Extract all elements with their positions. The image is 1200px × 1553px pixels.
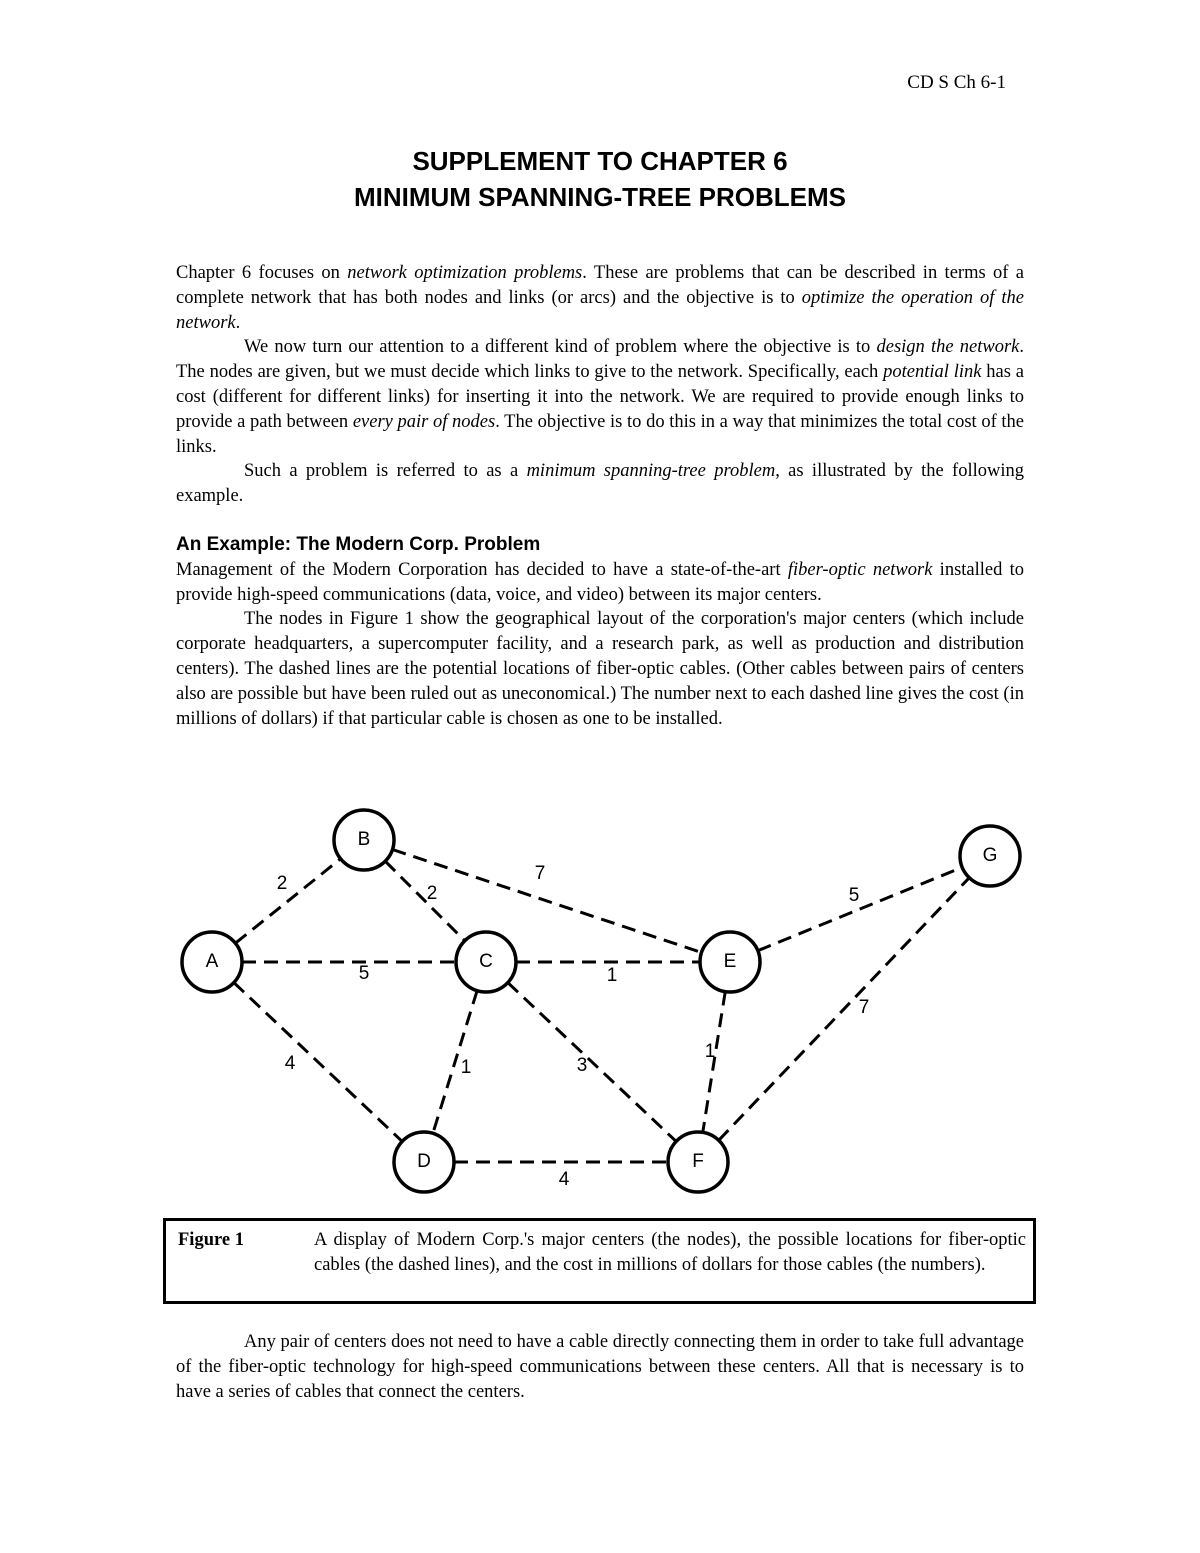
caption-label: Figure 1: [178, 1230, 244, 1250]
edge-a-d: [234, 983, 402, 1142]
node-label: F: [692, 1151, 704, 1173]
edge-cost-b-e: 7: [534, 863, 546, 885]
edge-cost-a-b: 2: [276, 873, 288, 895]
node-d: [394, 1132, 454, 1192]
closing-paragraph: Any pair of centers does not need to have a cable directly connecting them in order to take full advantage of the fiber-optic technology for high-speed communications between these centers. All that is necessary is to have a series of cables that connect the centers.: [176, 1332, 1024, 1402]
edge-cost-e-f: 1: [704, 1041, 716, 1063]
text-run: , as illustrated by the following example.: [176, 461, 1025, 507]
edge-cost-d-f: 4: [558, 1169, 570, 1191]
emphasis-text: potential link: [883, 362, 982, 383]
edge-a-b: [235, 859, 340, 943]
title-line-1: SUPPLEMENT TO CHAPTER 6: [412, 146, 788, 176]
example-paragraph-1: [176, 558, 1024, 608]
edge-labels-layer: [277, 863, 870, 1190]
edge-b-e: [392, 849, 701, 952]
node-e: [700, 932, 760, 992]
page-title: [0, 143, 1200, 215]
edge-b-c: [385, 861, 465, 941]
text-run: Management of the Modern Corporation has decided to have a state-of-the-art: [176, 559, 788, 580]
node-label: E: [723, 951, 737, 973]
intro-section: [176, 261, 1024, 731]
closing-section: [176, 1330, 1024, 1404]
text-run: We now turn our attention to a different kind of problem where the objective is to: [244, 337, 877, 358]
example-paragraph-2: [176, 607, 1024, 731]
intro-paragraph-1: [176, 261, 1024, 335]
intro-paragraph-3: [176, 459, 1024, 509]
edge-e-g: [758, 867, 962, 950]
node-f: [668, 1132, 728, 1192]
node-b: [334, 810, 394, 870]
nodes-layer: [182, 810, 1020, 1192]
edge-cost-c-d: 1: [460, 1057, 472, 1079]
text-run: installed to provide high-speed communications (data, voice, and video) between its major centers.: [176, 559, 1024, 605]
edge-c-f: [508, 983, 676, 1142]
text-run: . The nodes are given, but we must decide which links to give to the network. Specifically, each: [176, 337, 1024, 383]
emphasis-text: design the network: [876, 337, 1020, 358]
node-c: [456, 932, 516, 992]
edge-cost-a-c: 5: [358, 963, 370, 985]
edge-cost-b-c: 2: [426, 883, 438, 905]
text-run: Chapter 6 focuses on: [176, 263, 348, 283]
caption-text: A display of Modern Corp.'s major centers (the nodes), the possible locations for fiber-optic cables (the dashed lines), and the cost in millions of dollars for those cables (the numbers).: [314, 1230, 1026, 1275]
edge-cost-a-d: 4: [284, 1053, 296, 1075]
text-run: . These are problems that can be described in terms of a complete network that has both nodes and links (or arcs) and the objective is to: [176, 263, 1024, 308]
edge-cost-f-g: 7: [858, 997, 870, 1019]
edge-cost-c-f: 3: [576, 1055, 588, 1077]
node-label: C: [479, 951, 493, 973]
emphasis-text: minimum spanning-tree problem: [526, 461, 776, 482]
node-label: A: [205, 951, 219, 973]
emphasis-text: every pair of nodes: [352, 411, 496, 432]
intro-paragraph-2: [176, 335, 1024, 459]
edge-cost-c-e: 1: [606, 965, 618, 987]
page-number: CD S Ch 6-1: [907, 72, 1006, 93]
emphasis-text: optimize the operation of the network: [176, 287, 1024, 333]
figure-caption: [163, 1218, 1036, 1304]
node-g: [960, 826, 1020, 886]
title-line-2: MINIMUM SPANNING-TREE PROBLEMS: [353, 182, 847, 212]
emphasis-text: network optimization problems: [347, 263, 583, 283]
text-run: .: [235, 312, 241, 333]
node-label: G: [982, 845, 998, 867]
text-run: . The objective is to do this in a way that minimizes the total cost of the links.: [176, 411, 1024, 457]
text-run: Such a problem is referred to as a: [244, 461, 527, 482]
node-label: B: [357, 829, 371, 851]
text-run: has a cost (different for different links) for inserting it into the network. We are required to provide enough links to provide a path between: [176, 362, 1024, 432]
node-a: [182, 932, 242, 992]
text-run: The nodes in Figure 1 show the geographical layout of the corporation's major centers (which include corporate headquarters, a supercomputer facility, and a research park, as well as production and distribution centers). The dashed lines are the potential locations of fiber-optic cables. (Other cables between pairs of centers also are possible but have been ruled out as uneconomical.) The number next to each dashed line gives the cost (in millions of dollars) if that particular cable is chosen as one to be installed.: [176, 609, 1024, 729]
edge-cost-e-g: 5: [848, 885, 860, 907]
node-label: D: [417, 1151, 431, 1173]
section-heading: An Example: The Modern Corp. Problem: [176, 533, 541, 555]
network-figure: [160, 800, 1040, 1210]
emphasis-text: fiber-optic network: [787, 559, 933, 580]
